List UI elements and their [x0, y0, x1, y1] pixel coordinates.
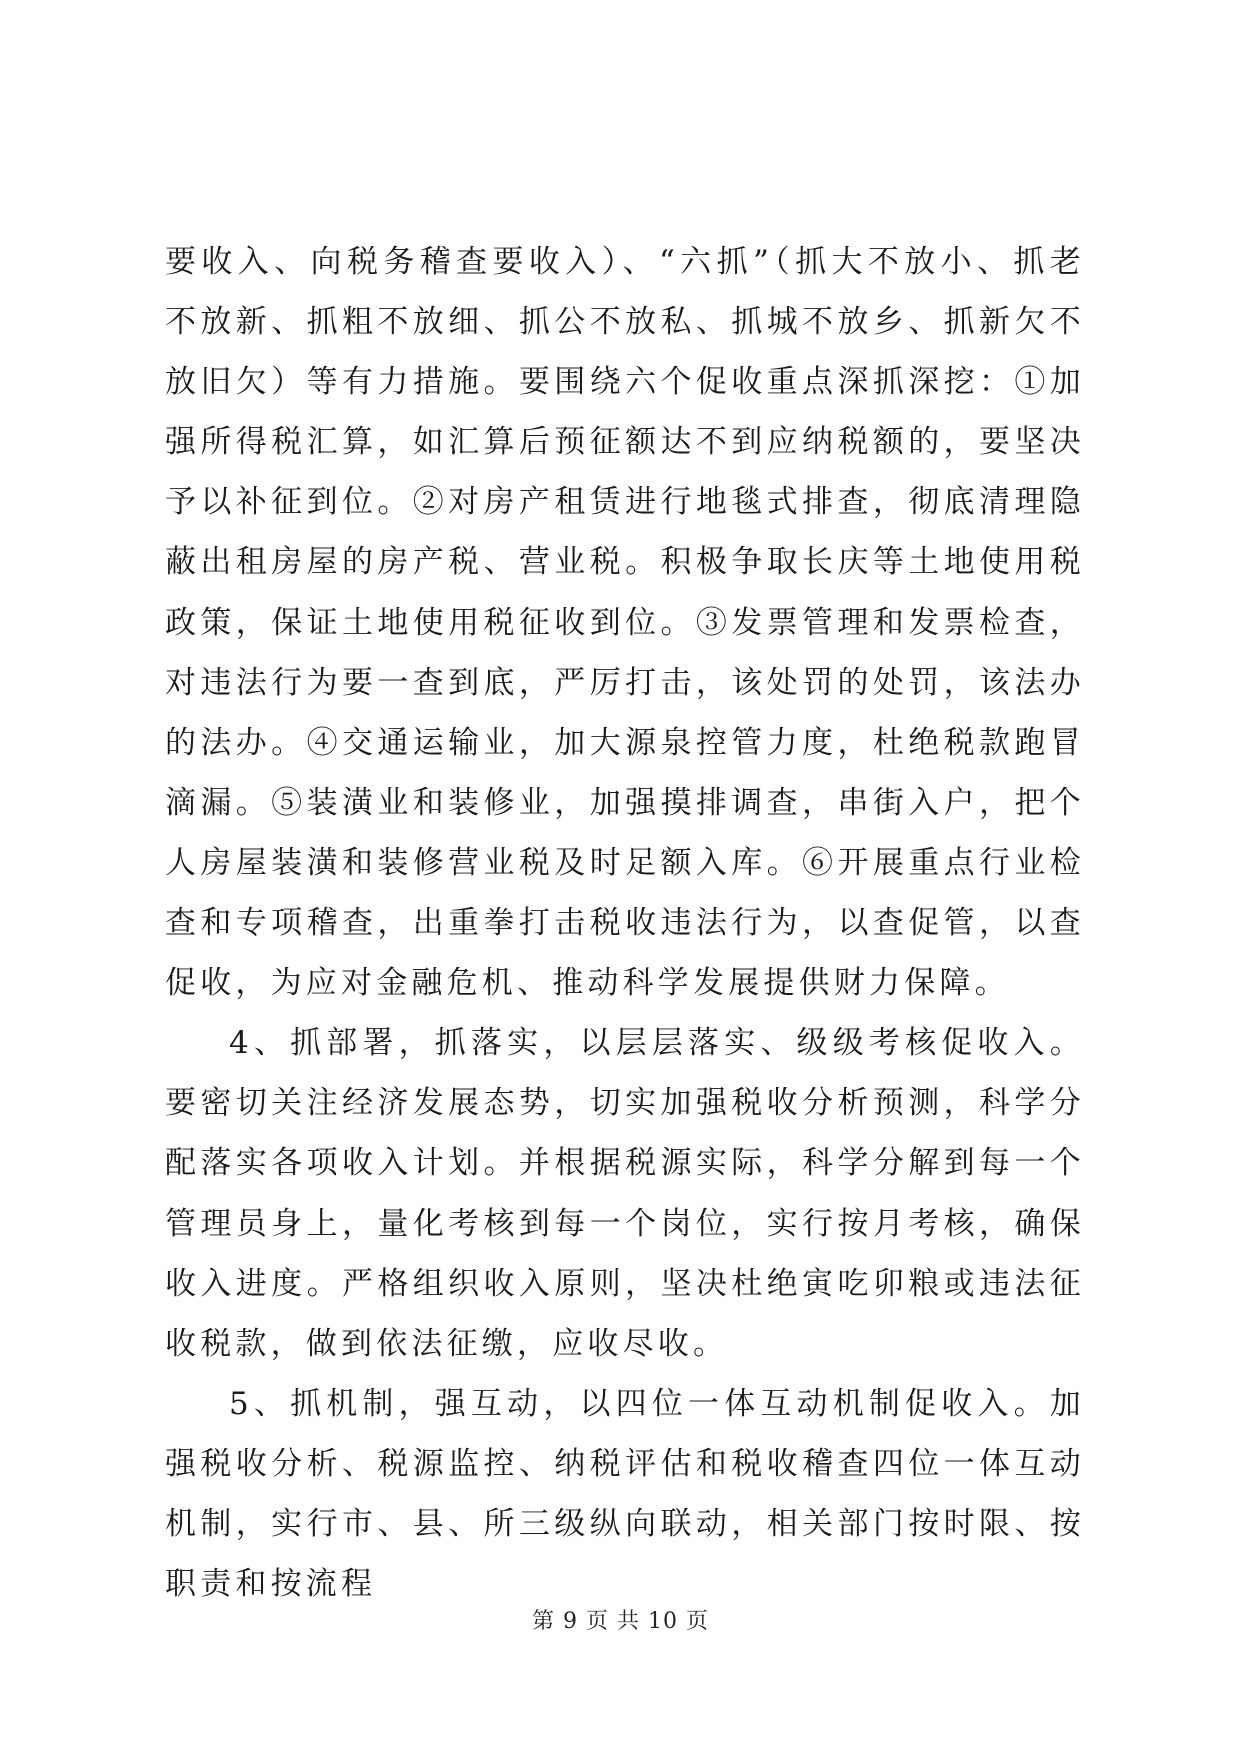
paragraph-item-4: 4、抓部署，抓落实，以层层落实、级级考核促收入。要密切关注经济发展态势，切实加强税收分析预测，科学分配落实各项收入计划。并根据税源实际，科学分解到每一个管理员身上，量化考核到每一个岗位，实行按月考核，确保收入进度。严格组织收入原则，坚决杜绝寅吃卯粮或违法征收税款，做到依法征缴，应收尽收。 — [165, 1025, 1085, 1362]
document-body — [165, 232, 1085, 1614]
page-number-footer: 第 9 页 共 10 页 — [532, 1609, 709, 1634]
paragraph-item-5: 5、抓机制，强互动，以四位一体互动机制促收入。加强税收分析、税源监控、纳税评估和税收稽查四位一体互动机制，实行市、县、所三级纵向联动，相关部门按时限、按职责和按流程 — [165, 1385, 1085, 1603]
paragraph-continued-measures: 要收入、向税务稽查要收入）、“六抓”（抓大不放小、抓老不放新、抓粗不放细、抓公不放私、抓城不放乡、抓新欠不放旧欠）等有力措施。要围绕六个促收重点深抓深挖：①加强所得税汇算，如汇算后预征额达不到应纳税额的，要坚决予以补征到位。②对房产租赁进行地毯式排查，彻底清理隐蔽出租房屋的房产税、营业税。积极争取长庆等土地使用税政策，保证土地使用税征收到位。③发票管理和发票检查，对违法行为要一查到底，严厉打击，该处罚的处罚，该法办的法办。④交通运输业，加大源泉控管力度，杜绝税款跑冒滴漏。⑤装潢业和装修业，加强摸排调查，串街入户，把个人房屋装潢和装修营业税及时足额入库。⑥开展重点行业检查和专项稽查，出重拳打击税收违法行为，以查促管，以查促收，为应对金融危机、推动科学发展提供财力保障。 — [165, 244, 1085, 1002]
